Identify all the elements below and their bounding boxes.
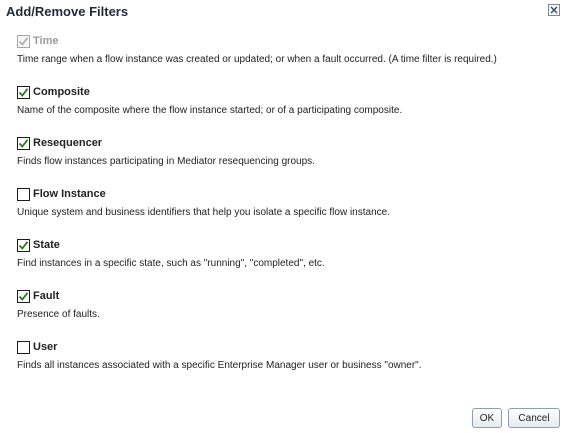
filter-checkbox[interactable] — [17, 188, 30, 201]
checkmark-icon — [18, 291, 29, 302]
filter-header — [17, 135, 562, 151]
filter-label[interactable]: User — [33, 341, 58, 353]
filter-label[interactable]: Flow Instance — [33, 188, 106, 200]
filter-header — [17, 186, 562, 202]
dialog-titlebar — [0, 0, 565, 24]
filter-description: Time range when a flow instance was created or updated; or when a fault occurred. (A time filter is required.) — [17, 54, 497, 65]
filter-checkbox[interactable] — [17, 341, 30, 354]
filter-description: Name of the composite where the flow instance started; or of a participating composite. — [17, 105, 403, 116]
filter-item — [17, 84, 562, 135]
filter-label[interactable]: Resequencer — [33, 137, 103, 149]
filter-item — [17, 33, 562, 84]
filter-description: Presence of faults. — [17, 309, 100, 320]
filter-checkbox[interactable] — [17, 290, 30, 303]
filter-item — [17, 237, 562, 288]
filter-header — [17, 288, 562, 304]
dialog-title: Add/Remove Filters — [6, 4, 129, 19]
close-button[interactable] — [548, 4, 560, 16]
filter-header — [17, 84, 562, 100]
checkmark-icon — [18, 87, 29, 98]
filter-description: Unique system and business identifiers that help you isolate a specific flow instance. — [17, 207, 390, 218]
filter-item — [17, 186, 562, 237]
filter-item — [17, 288, 562, 339]
filter-description: Find instances in a specific state, such as "running", "completed", etc. — [17, 258, 325, 269]
filter-description: Finds all instances associated with a specific Enterprise Manager user or business "owner". — [17, 360, 422, 371]
filter-checkbox[interactable] — [17, 239, 30, 252]
filter-label[interactable]: Composite — [33, 86, 90, 98]
checkmark-icon — [18, 138, 29, 149]
cancel-button[interactable]: Cancel — [508, 408, 560, 428]
checkmark-icon — [18, 36, 29, 47]
filter-label[interactable]: State — [33, 239, 60, 251]
dialog-footer — [0, 403, 565, 433]
filter-header — [17, 33, 562, 49]
filter-checkbox — [17, 35, 30, 48]
checkmark-icon — [18, 240, 29, 251]
filter-checkbox[interactable] — [17, 86, 30, 99]
filter-label: Time — [33, 35, 59, 47]
close-icon — [550, 6, 558, 14]
filter-item — [17, 135, 562, 186]
filter-checkbox[interactable] — [17, 137, 30, 150]
filter-header — [17, 237, 562, 253]
filter-item — [17, 339, 562, 390]
filter-list — [17, 33, 562, 390]
filter-description: Finds flow instances participating in Mediator resequencing groups. — [17, 156, 315, 167]
ok-button[interactable]: OK — [472, 408, 502, 428]
filter-header — [17, 339, 562, 355]
filter-label[interactable]: Fault — [33, 290, 60, 302]
